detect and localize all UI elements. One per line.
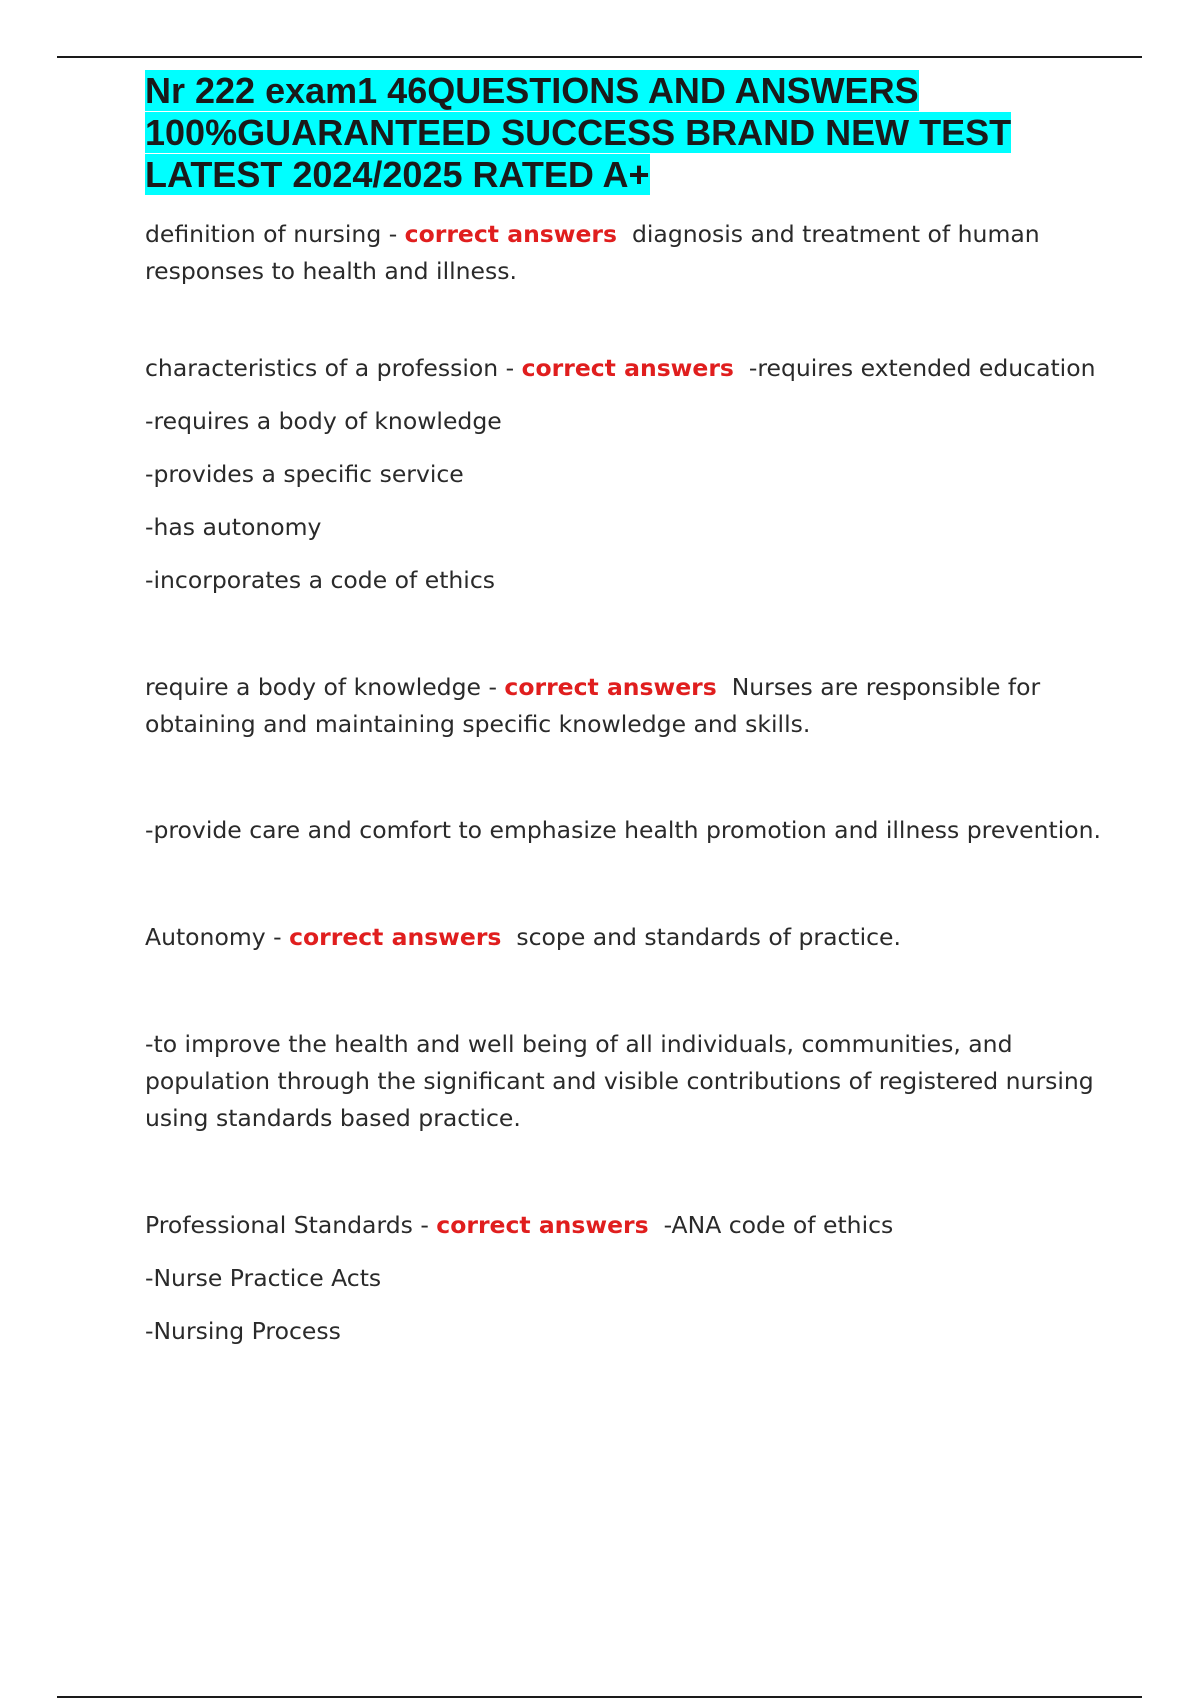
- qa-line: [145, 1207, 1105, 1244]
- qa-entry: [145, 216, 1105, 290]
- document-title-text: Nr 222 exam1 46QUESTIONS AND ANSWERS 100%GUARANTEED SUCCESS BRAND NEW TEST LATEST 2024/2025 RATED A+: [145, 70, 1012, 195]
- qa-separator: -: [480, 673, 505, 701]
- correct-answers-label: correct answers: [504, 673, 717, 701]
- qa-entry: [145, 669, 1105, 743]
- correct-answers-label: correct answers: [404, 220, 618, 248]
- qa-sub-item: -requires a body of knowledge: [145, 407, 502, 435]
- qa-separator: -: [265, 923, 290, 951]
- qa-term: Autonomy: [145, 923, 266, 951]
- qa-entry: [145, 1026, 1105, 1137]
- qa-sub-item: -has autonomy: [145, 513, 322, 541]
- qa-entry: [145, 1207, 1105, 1350]
- qa-entry: [145, 919, 1105, 956]
- qa-term: require a body of knowledge: [145, 673, 481, 701]
- qa-answer: scope and standards of practice.: [516, 923, 901, 951]
- qa-term: characteristics of a profession: [145, 354, 499, 382]
- qa-entry: [145, 350, 1105, 599]
- document-page: [145, 70, 1105, 1350]
- qa-answer: diagnosis and treatment of human responses to health and illness.: [145, 220, 1040, 285]
- qa-term: definition of nursing: [145, 220, 382, 248]
- qa-sub-item: -Nurse Practice Acts: [145, 1264, 382, 1292]
- qa-answer: -requires extended education: [748, 354, 1096, 382]
- bottom-divider: [57, 1696, 1142, 1698]
- correct-answers-label: correct answers: [436, 1211, 649, 1239]
- qa-sub-item: -Nursing Process: [145, 1317, 341, 1345]
- qa-term: Professional Standards: [145, 1211, 413, 1239]
- qa-sub-item: -incorporates a code of ethics: [145, 566, 495, 594]
- qa-sub-item: -provides a specific service: [145, 460, 464, 488]
- qa-separator: -: [381, 220, 405, 248]
- qa-line: [145, 216, 1105, 290]
- qa-line: [145, 919, 1105, 956]
- top-divider: [57, 56, 1142, 58]
- qa-separator: -: [498, 354, 522, 382]
- qa-line: [145, 669, 1105, 743]
- qa-line: [145, 350, 1105, 387]
- qa-answer: -ANA code of ethics: [663, 1211, 894, 1239]
- document-title: [145, 70, 1105, 196]
- qa-answer: Nurses are responsible for obtaining and maintaining specific knowledge and skills.: [145, 673, 1041, 738]
- qa-answer-line: -to improve the health and well being of all individuals, communities, and population through the significant and visible contributions of registered nursing using standards based practice.: [145, 1030, 1094, 1132]
- correct-answers-label: correct answers: [521, 354, 734, 382]
- qa-separator: -: [412, 1211, 437, 1239]
- qa-entry: [145, 812, 1105, 849]
- qa-answer-line: -provide care and comfort to emphasize health promotion and illness prevention.: [145, 816, 1102, 844]
- correct-answers-label: correct answers: [289, 923, 502, 951]
